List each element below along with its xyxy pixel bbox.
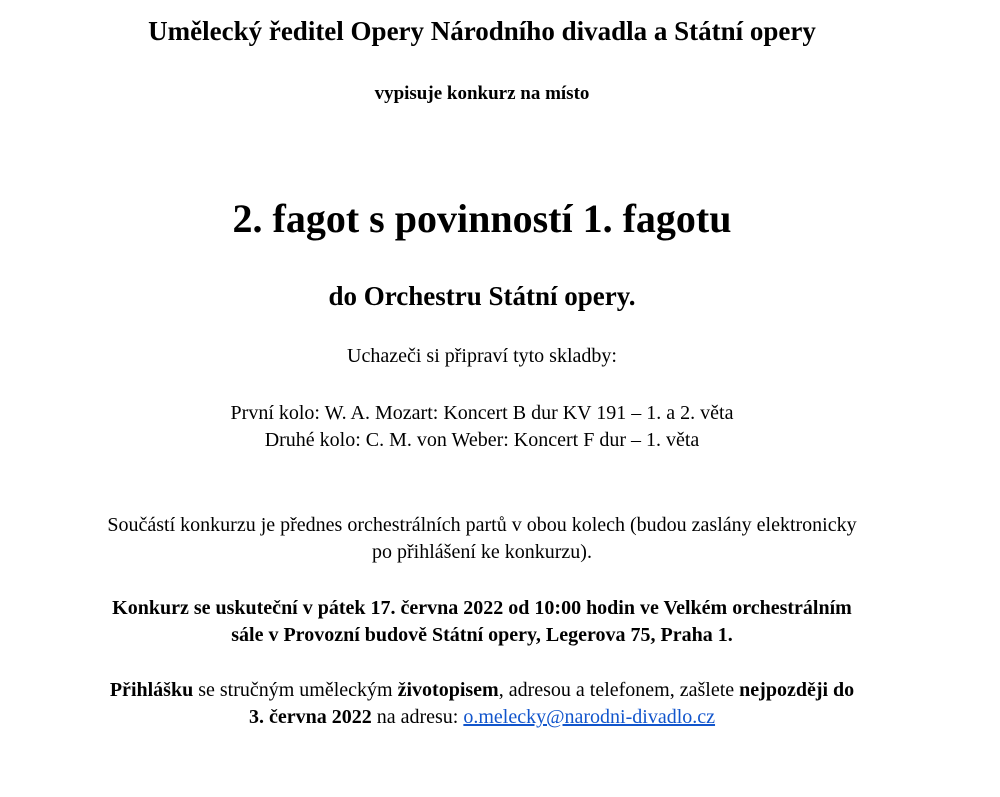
apply-text-3: na adresu: bbox=[371, 706, 464, 728]
application-paragraph bbox=[14, 677, 950, 731]
email-link[interactable]: o.melecky@narodni-divadlo.cz bbox=[463, 706, 716, 728]
apply-text-2: , adresou a telefonem, zašlete bbox=[498, 679, 740, 701]
orchestra-heading: do Orchestru Státní opery. bbox=[328, 281, 636, 311]
audition-date-paragraph bbox=[14, 595, 950, 649]
document-title: Umělecký ředitel Opery Národního divadla a Státní opery bbox=[148, 16, 816, 46]
date-line-1: Konkurz se uskuteční v pátek 17. června 2022 od 10:00 hodin ve Velkém orchestrálním bbox=[112, 597, 852, 619]
round-1-repertoire: První kolo: W. A. Mozart: Koncert B dur KV 191 – 1. a 2. věta bbox=[230, 402, 734, 424]
deadline-phrase: nejpozději do bbox=[739, 679, 855, 701]
parts-line-2: po přihlášení ke konkurzu). bbox=[372, 541, 592, 563]
round-2-repertoire: Druhé kolo: C. M. von Weber: Koncert F dur – 1. věta bbox=[264, 429, 700, 451]
pieces-intro: Uchazeči si připraví tyto skladby: bbox=[347, 345, 617, 367]
date-line-2: sále v Provozní budově Státní opery, Legerova 75, Praha 1. bbox=[231, 624, 733, 646]
orchestral-parts-paragraph bbox=[14, 512, 950, 566]
application-word: Přihlášku bbox=[109, 679, 194, 701]
apply-text-1: se stručným uměleckým bbox=[193, 679, 398, 701]
deadline-date: 3. června 2022 bbox=[248, 706, 372, 728]
position-heading: 2. fagot s povinností 1. fagotu bbox=[232, 196, 732, 241]
cv-word: životopisem bbox=[397, 679, 499, 701]
document-subtitle: vypisuje konkurz na místo bbox=[374, 83, 590, 104]
parts-line-1: Součástí konkurzu je přednes orchestrálních partů v obou kolech (budou zaslány elektronicky bbox=[107, 514, 857, 536]
